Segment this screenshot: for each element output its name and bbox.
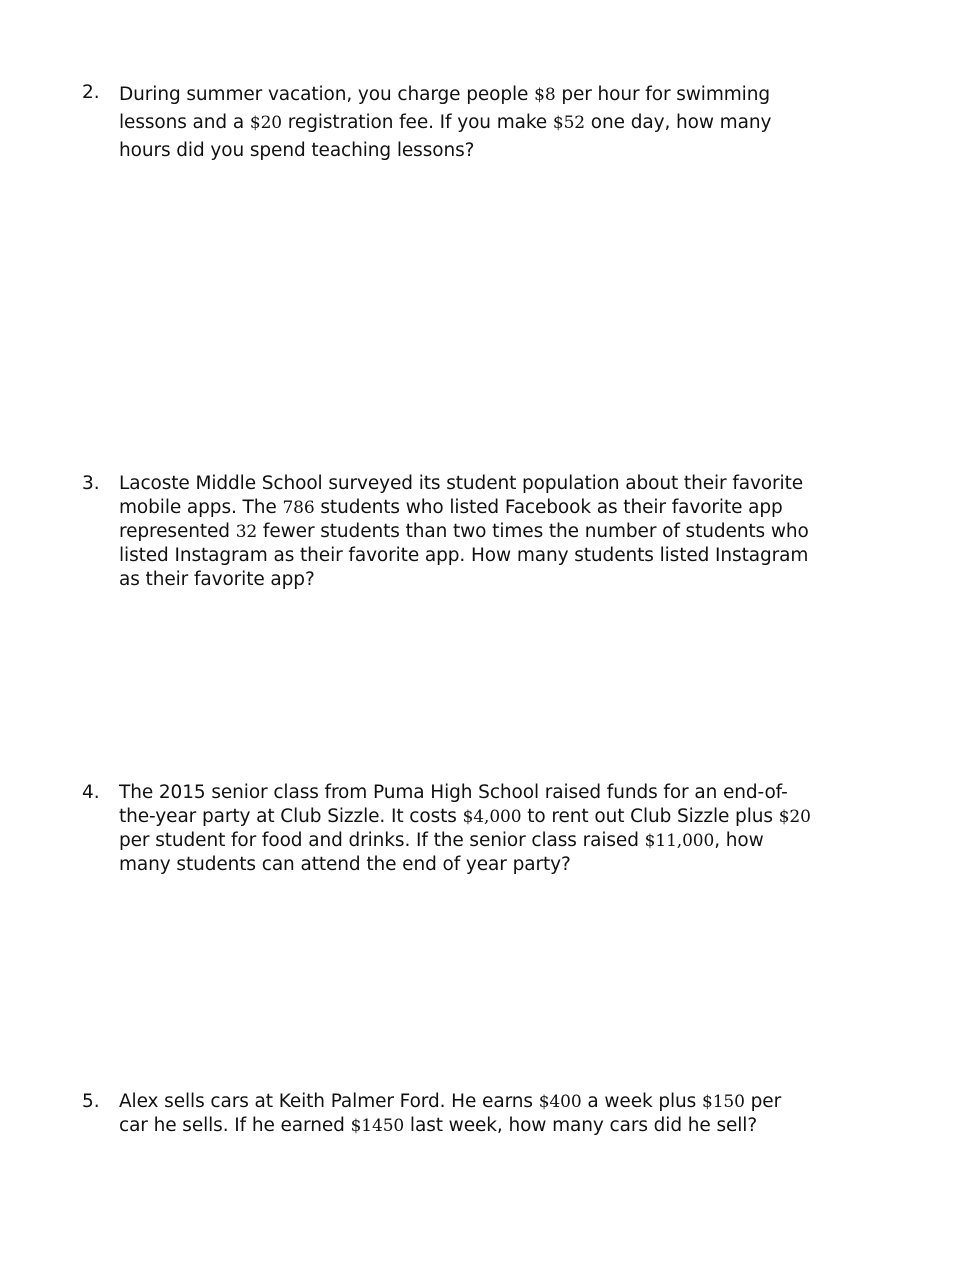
text-line: The 2015 senior class from Puma High School raised funds for an end-of-: [119, 782, 788, 803]
problem-2: [82, 81, 872, 164]
text-line: Lacoste Middle School surveyed its student population about their favorite: [119, 473, 804, 494]
problem-4: [82, 781, 872, 877]
text-line: hours did you spend teaching lessons?: [119, 140, 475, 161]
text-line: as their favorite app?: [119, 569, 315, 590]
problem-5: [82, 1090, 872, 1138]
text-line: car he sells. If he earned $1450 last week, how many cars did he sell?: [119, 1115, 758, 1136]
text-line: Alex sells cars at Keith Palmer Ford. He earns $400 a week plus $150 per: [119, 1091, 782, 1112]
text-line: During summer vacation, you charge people $8 per hour for swimming: [119, 84, 770, 105]
problem-number: 3.: [82, 473, 100, 494]
problem-text: [119, 81, 872, 164]
text-line: the-year party at Club Sizzle. It costs $4,000 to rent out Club Sizzle plus $20: [119, 806, 811, 827]
text-line: per student for food and drinks. If the senior class raised $11,000, how: [119, 830, 764, 851]
problem-3: [82, 472, 872, 592]
text-line: lessons and a $20 registration fee. If you make $52 one day, how many: [119, 112, 772, 133]
problem-number: 2.: [82, 82, 100, 103]
problem-text: [119, 781, 872, 877]
problem-text: [119, 1090, 872, 1138]
problem-number: 5.: [82, 1091, 100, 1112]
text-line: mobile apps. The 786 students who listed Facebook as their favorite app: [119, 497, 783, 518]
problem-number: 4.: [82, 782, 100, 803]
problem-text: [119, 472, 872, 592]
text-line: listed Instagram as their favorite app. How many students listed Instagram: [119, 545, 809, 566]
text-line: represented 32 fewer students than two times the number of students who: [119, 521, 809, 542]
text-line: many students can attend the end of year party?: [119, 854, 571, 875]
